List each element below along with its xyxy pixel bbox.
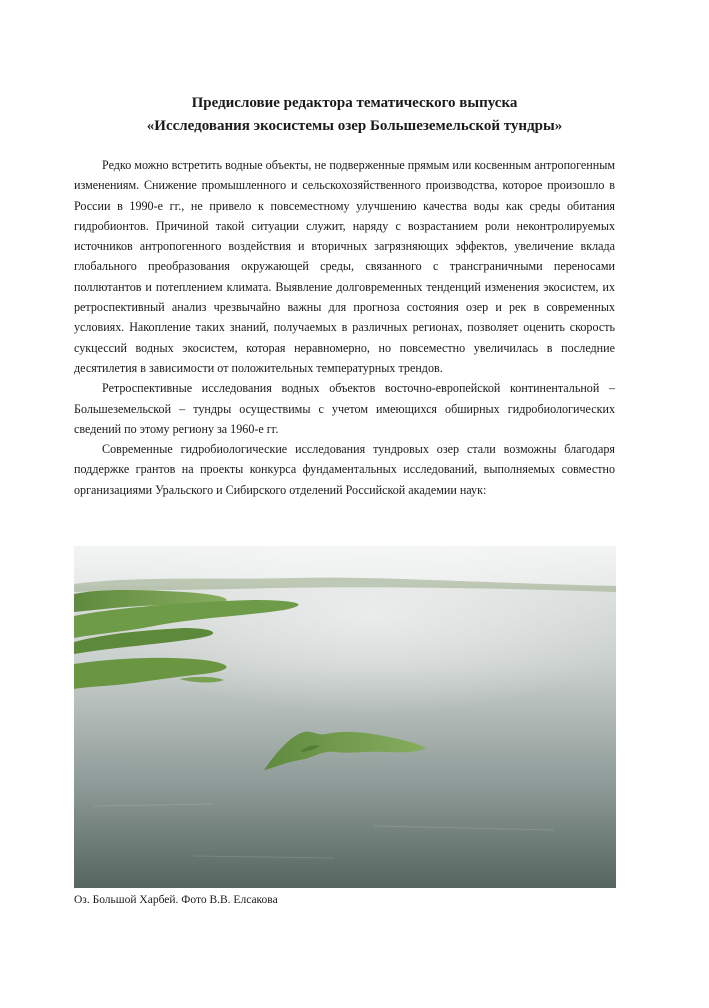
title-line-1: Предисловие редактора тематического выпуска [191, 95, 518, 111]
paragraph-3: Современные гидробиологические исследования тундровых озер стали возможны благодаря поддержке грантов на проекты конкурса фундаментальных исследований, выполняемых совместно организациями Уральского и Сибирского отделений Российской академии наук: [74, 442, 615, 497]
lake-photo [74, 546, 616, 888]
paragraph-2: Ретроспективные исследования водных объектов восточно-европейской континентальной – Большеземельской – тундры осуществимы с учетом имеющихся обширных гидробиологических сведений по этому региону за 1960-е гг. [74, 381, 615, 436]
title-line-2: «Исследования экосистемы озер Большеземельской тундры» [146, 118, 563, 134]
body-text [74, 155, 615, 500]
page-title [60, 92, 649, 138]
paragraph-1: Редко можно встретить водные объекты, не подверженные прямым или косвенным антропогенным изменениям. Снижение промышленного и сельскохозяйственного производства, которое произошло в России в 1990-е гг., не привело к повсеместному улучшению качества воды как среды обитания гидробионтов. Причиной такой ситуации служит, наряду с возрастанием роли неконтролируемых источников антропогенного воздействия и вторичных загрязняющих эффектов, увеличение вклада глобального преобразования окружающей среды, связанного с трансграничными переносами поллютантов и потеплением климата. Выявление долговременных тенденций изменения экосистем, их ретроспективный анализ чрезвычайно важны для прогноза состояния озер и рек в современных условиях. Накопление таких знаний, получаемых в различных регионах, позволяет оценить скорость сукцессий водных экосистем, которая неравномерно, но повсеместно увеличилась в последние десятилетия в зависимости от положительных температурных трендов. [74, 158, 615, 375]
photo-caption: Оз. Большой Харбей. Фото В.В. Елсакова [74, 894, 278, 906]
